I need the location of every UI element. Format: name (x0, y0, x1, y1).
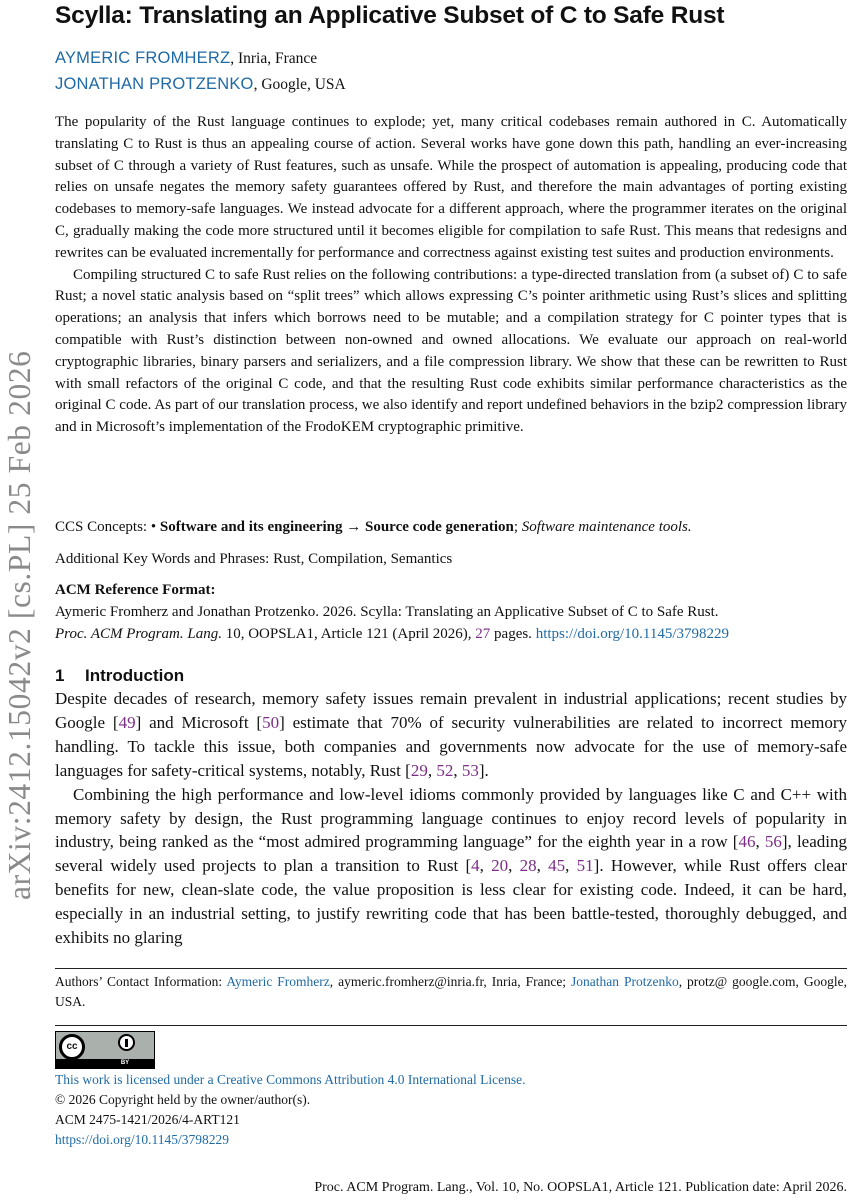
text-run: Despite decades of research, memory safety issues remain prevalent in industrial applications; recent studies by Google [ (55, 689, 847, 732)
author-name[interactable]: AYMERIC FROMHERZ (55, 49, 231, 67)
citation-link[interactable]: 53 (461, 760, 479, 780)
text-run: , (453, 760, 462, 780)
page-footer: Proc. ACM Program. Lang., Vol. 10, No. OOPSLA1, Article 121. Publication date: April 2026. (314, 1180, 847, 1195)
text-run: ]. (478, 760, 489, 780)
author-link[interactable]: Jonathan Protzenko (571, 974, 679, 989)
by-label: BY (56, 1059, 154, 1068)
citation-link[interactable]: 51 (576, 856, 594, 876)
citation-link[interactable]: 4 (471, 856, 480, 876)
text-run: , aymeric.fromherz@inria.fr, Inria, France; (329, 974, 572, 989)
license-doi-link[interactable]: https://doi.org/10.1145/3798229 (55, 1132, 230, 1147)
acm-ref-venue: Proc. ACM Program. Lang. (55, 625, 222, 642)
text-run: , (536, 856, 549, 876)
attribution-person-icon (118, 1034, 135, 1051)
citation-link[interactable]: 49 (118, 712, 136, 732)
contact-information (55, 972, 847, 1012)
paper-title: Scylla: Translating an Applicative Subset of C to Safe Rust (55, 2, 725, 29)
author-affiliation: , Google, USA (253, 76, 346, 93)
section-number: 1 (55, 666, 65, 685)
text-run: , protz@ google.com, Google, USA. (55, 974, 847, 1009)
cc-icon: cc (59, 1034, 85, 1060)
copyright: © 2026 Copyright held by the owner/author(s). (55, 1092, 311, 1107)
ccs-sep: ; (513, 519, 522, 535)
pages-link[interactable]: 27 (475, 625, 491, 642)
license-info (55, 1070, 847, 1150)
abstract-paragraph (55, 265, 847, 439)
text-run: , (565, 856, 577, 876)
acm-ref-venue-rest: 10, OOPSLA1, Article 121 (April 2026), (221, 625, 476, 642)
ccs-concepts (55, 517, 847, 539)
text-run: ], leading several widely used projects to plan a transition to Rust [ (55, 832, 847, 876)
text-run: ]. However, while Rust offers clear benefits for new, clean-slate code, the value proposition is less clear for existing code. Indeed, it can be hard, especially in an industrial setting, to justify rewriting code that has been battle-tested, thoroughly debugged, and exhibits no glaring (55, 856, 847, 948)
citation-link[interactable]: 29 (410, 760, 428, 780)
doi-link[interactable]: https://doi.org/10.1145/3798229 (535, 625, 730, 642)
arxiv-stamp: arXiv:2412.15042v2 [cs.PL] 25 Feb 2026 (2, 350, 37, 900)
license-link[interactable]: This work is licensed under a Creative Commons Attribution 4.0 International License. (55, 1072, 526, 1087)
author-2 (55, 75, 346, 94)
citation-link[interactable]: 46 (738, 832, 756, 852)
ccs-italic: Software maintenance tools. (521, 519, 692, 535)
citation-link[interactable]: 50 (262, 712, 280, 732)
text-run: The popularity of the Rust language continues to explode; yet, many critical codebases remain authored in C. Automatically translating C to Rust is thus an appealing course of action. Several works have gone down this path, handling an ever-increasing subset of C through a variety of Rust features, such as unsafe. While the prospect of automation is appealing, producing code that relies on unsafe negates the memory safety guarantees offered by Rust, and therefore the main advantages of porting existing codebases to memory-safe languages. We instead advocate for a different approach, where the programmer iterates on the original C, gradually making the code more structured until it becomes eligible for compilation to safe Rust. This means that redesigns and rewrites can be evaluated incrementally for performance and correctness against existing test suites and production environments. (55, 114, 847, 261)
author-name[interactable]: JONATHAN PROTZENKO (55, 75, 254, 93)
abstract (55, 112, 847, 439)
acm-ref-heading: ACM Reference Format: (55, 582, 216, 598)
acm-id: ACM 2475-1421/2026/4-ART121 (55, 1112, 240, 1127)
acm-reference (55, 580, 847, 645)
text-run: , (508, 856, 520, 876)
ccs-bold: Software and its engineering → Source code generation (159, 519, 514, 535)
keywords: Additional Key Words and Phrases: Rust, Compilation, Semantics (55, 551, 453, 567)
text-run: ] estimate that 70% of security vulnerabilities are related to incorrect memory handling. To tackle this issue, both companies and governments now advocate for the use of memory-safe languages for safety-critical systems, notably, Rust [ (55, 712, 847, 780)
intro-paragraph (55, 687, 847, 783)
introduction-text (55, 687, 847, 950)
abstract-paragraph (55, 112, 847, 265)
text-run: , (479, 856, 492, 876)
acm-ref-pages-suffix: pages. (490, 625, 536, 642)
citation-link[interactable]: 52 (436, 760, 454, 780)
acm-ref-line: Aymeric Fromherz and Jonathan Protzenko. 2026. Scylla: Translating an Applicative Subset of C to Safe Rust. (55, 603, 719, 620)
citation-link[interactable]: 56 (764, 832, 782, 852)
author-1 (55, 49, 317, 68)
citation-link[interactable]: 28 (519, 856, 537, 876)
license-divider (55, 1025, 847, 1026)
intro-paragraph (55, 783, 847, 950)
section-heading (55, 666, 184, 686)
citation-link[interactable]: 45 (548, 856, 566, 876)
text-run: , (427, 760, 437, 780)
text-run: Compiling structured C to safe Rust relies on the following contributions: a type-directed translation from (a subset of) C to safe Rust; a novel static analysis based on “split trees” which allows expressing C’s pointer arithmetic using Rust’s slices and splitting operations; an analysis that infers which borrows need to be mutable; and a compilation strategy for C pointer types that is compatible with Rust’s distinction between non-owned and owned allocations. We evaluate our approach on real-world cryptographic libraries, binary parsers and serializers, and a file compression library. We show that these can be rewritten to Rust with small refactors of the original C code, and that the resulting Rust code exhibits similar performance characteristics as the original C code. As part of our translation process, we also identify and report undefined behaviors in the bzip2 compression library and in Microsoft’s implementation of the FrodoKEM cryptographic primitive. (55, 266, 847, 436)
citation-link[interactable]: 20 (491, 856, 509, 876)
footnote-divider (55, 968, 847, 969)
text-run: , (755, 832, 765, 852)
author-link[interactable]: Aymeric Fromherz (226, 974, 330, 989)
author-affiliation: , Inria, France (230, 50, 318, 67)
ccs-label: CCS Concepts: • (55, 519, 160, 535)
text-run: Authors’ Contact Information: (55, 974, 227, 989)
text-run: Combining the high performance and low-level idioms commonly provided by languages like C and C++ with memory safety by design, the Rust programming language continues to enjoy record levels of popularity in industry, being ranked as the “most admired programming language” for the eighth year in a row [ (55, 784, 847, 852)
cc-by-badge[interactable] (55, 1031, 155, 1069)
text-run: ] and Microsoft [ (135, 712, 263, 732)
section-title: Introduction (85, 666, 185, 685)
